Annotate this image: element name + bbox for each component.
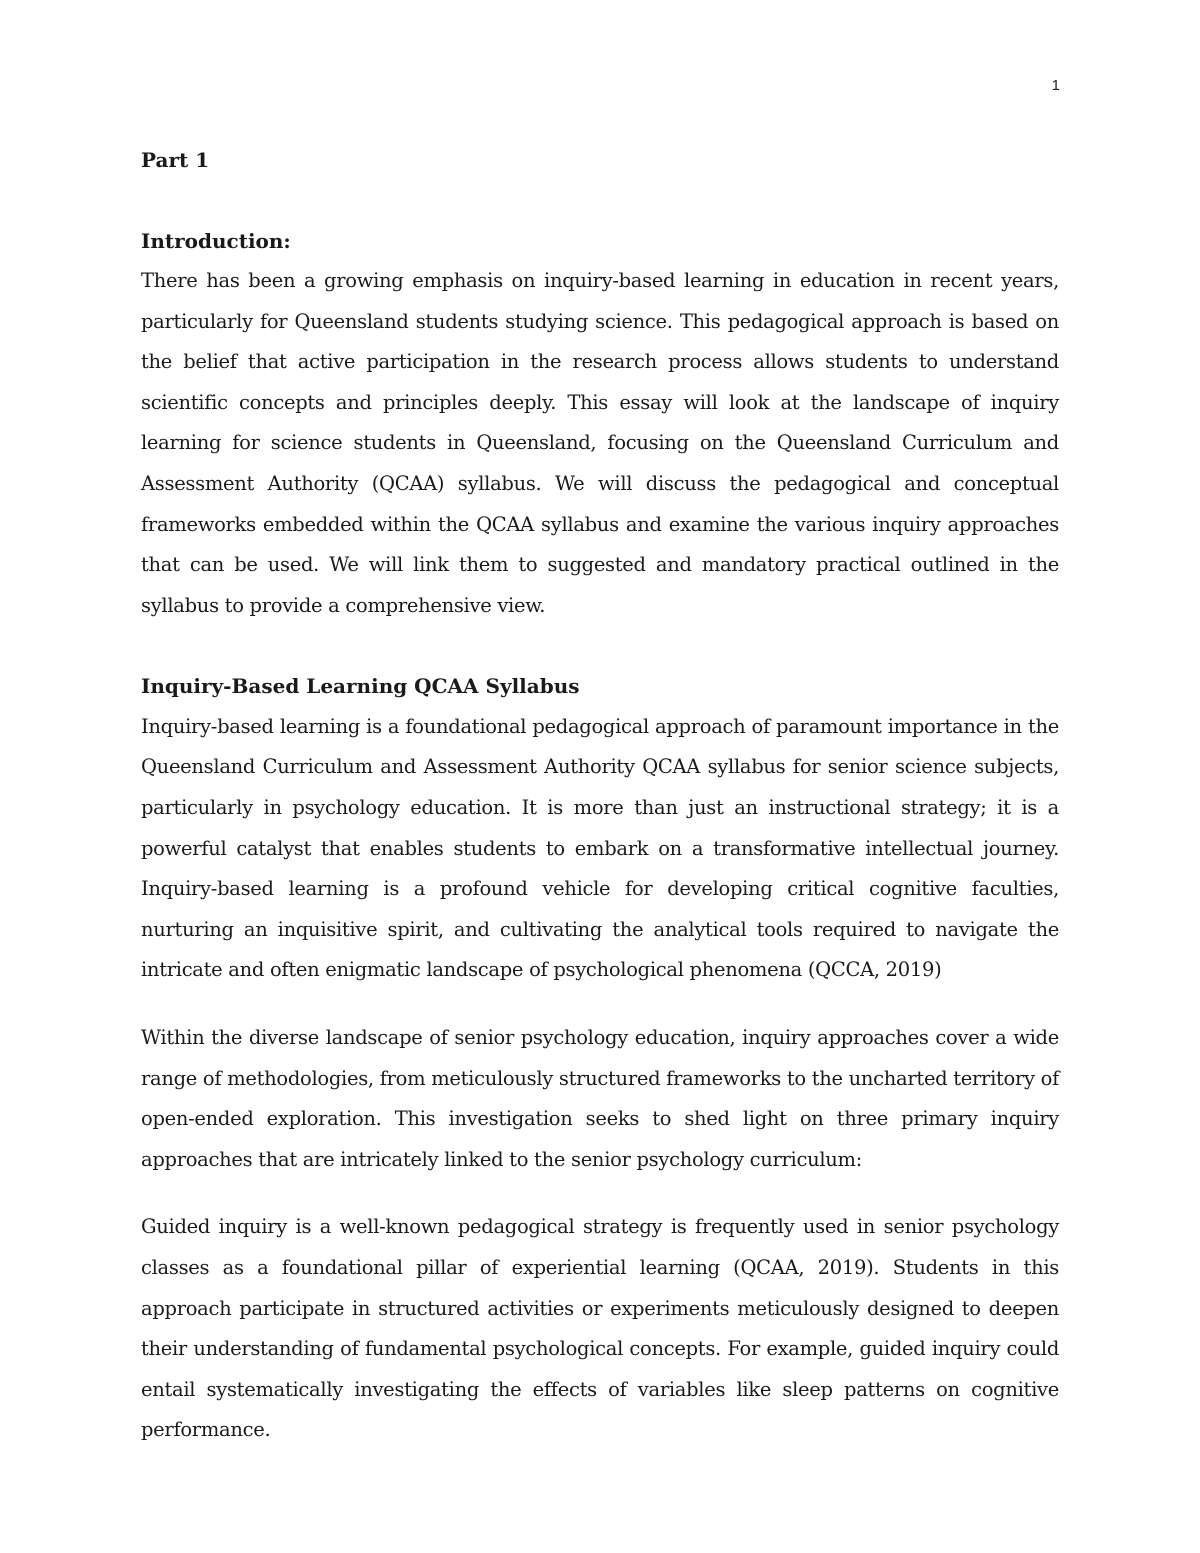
inquiry-section-heading: Inquiry-Based Learning QCAA Syllabus <box>141 674 580 699</box>
inquiry-paragraph-3: Guided inquiry is a well-known pedagogical strategy is frequently used in senior psychology classes as a foundational pillar of experiential learning (QCAA, 2019). Students in this approach participate in structured activities or experiments meticulously designed to deepen their understanding of fundamental psychological concepts. For example, guided inquiry could entail systematically investigating the effects of variables like sleep patterns on cognitive performance. <box>141 1215 1059 1442</box>
intro-heading: Introduction: <box>141 228 291 253</box>
intro-paragraph: There has been a growing emphasis on inquiry-based learning in education in recent years, particularly for Queensland students studying science. This pedagogical approach is based on the belief that active participation in the research process allows students to understand scientific concepts and principles deeply. This essay will look at the landscape of inquiry learning for science students in Queensland, focusing on the Queensland Curriculum and Assessment Authority (QCAA) syllabus. We will discuss the pedagogical and conceptual frameworks embedded within the QCAA syllabus and examine the various inquiry approaches that can be used. We will link them to suggested and mandatory practical outlined in the syllabus to provide a comprehensive view. <box>141 269 1059 617</box>
document-body <box>141 140 1059 1451</box>
part-title: Part 1 <box>141 148 210 172</box>
inquiry-paragraph-2: Within the diverse landscape of senior psychology education, inquiry approaches cover a wide range of methodologies, from meticulously structured frameworks to the uncharted territory of open-ended exploration. This investigation seeks to shed light on three primary inquiry approaches that are intricately linked to the senior psychology curriculum: <box>141 1026 1059 1171</box>
page-number: 1 <box>1051 77 1060 94</box>
inquiry-paragraph-1: Inquiry-based learning is a foundational pedagogical approach of paramount importance in the Queensland Curriculum and Assessment Authority QCAA syllabus for senior science subjects, particularly in psychology education. It is more than just an instructional strategy; it is a powerful catalyst that enables students to embark on a transformative intellectual journey. Inquiry-based learning is a profound vehicle for developing critical cognitive faculties, nurturing an inquisitive spirit, and cultivating the analytical tools required to navigate the intricate and often enigmatic landscape of psychological phenomena (QCCA, 2019) <box>141 714 1059 982</box>
